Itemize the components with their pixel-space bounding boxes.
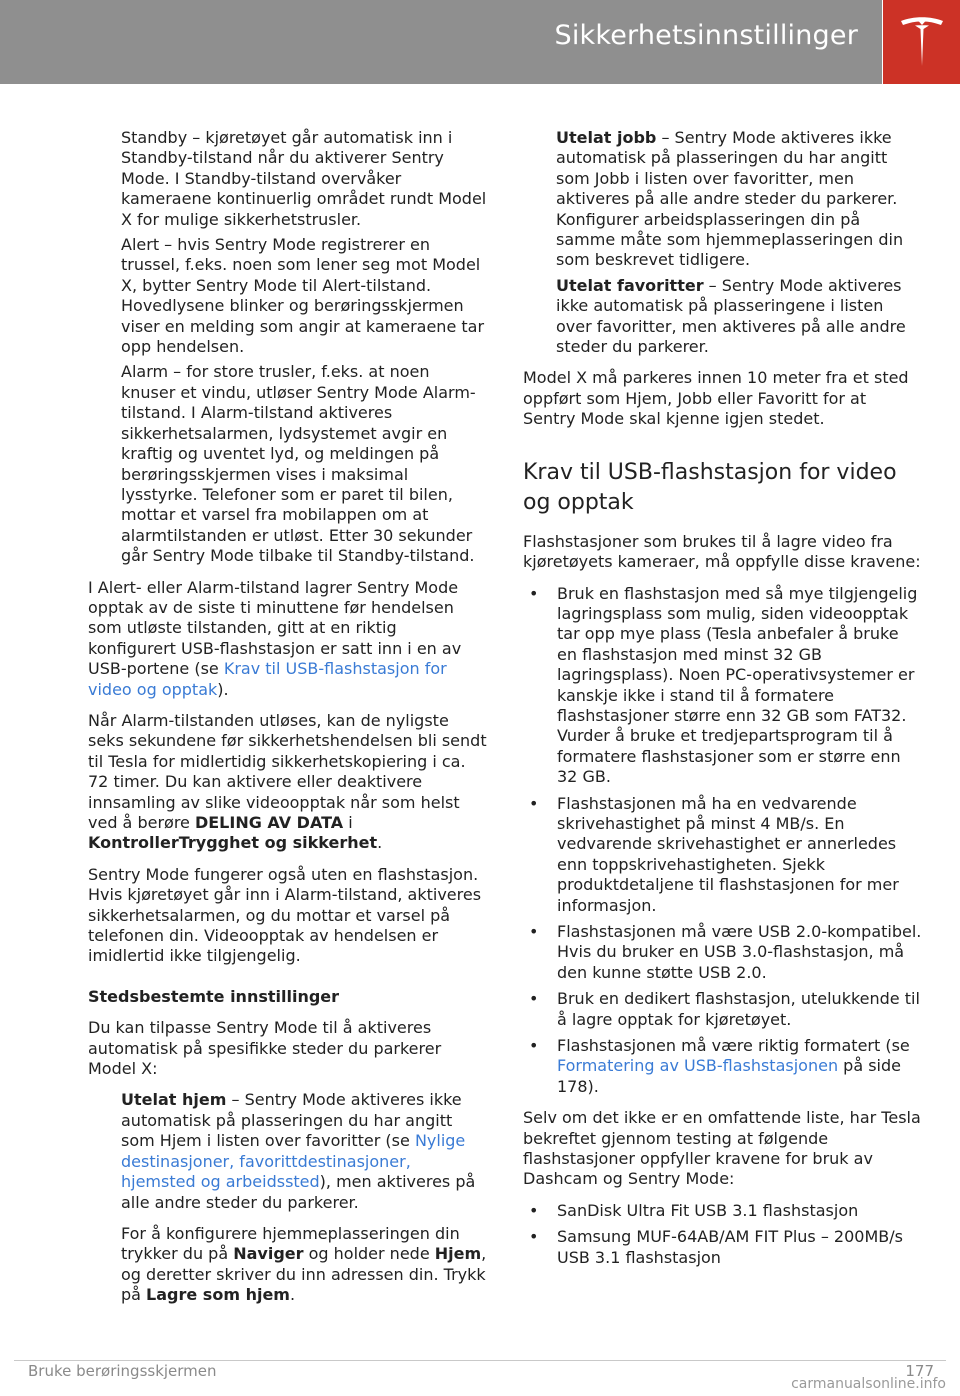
home-configuration: For å konfigurere hjemmeplasseringen din trykker du på Naviger og holder nede Hjem, og deretter skriver du inn adressen din. Trykk på Lagre som hjem. <box>121 1223 487 1305</box>
page-number: 177 <box>905 1362 934 1380</box>
option-exclude-home: Utelat hjem – Sentry Mode aktiveres ikke automatisk på plasseringen du har angitt som Hjem i listen over favoritter (se Nylige destinasjoner, favorittdestinasjoner, hjemsted og arbeidssted), men aktiveres på alle andre steder du parkerer. <box>121 1090 476 1212</box>
left-column <box>88 128 488 1311</box>
list-item: • Flashstasjonen må ha en vedvarende skrivehastighet på minst 4 MB/s. En vedvarende skrivehastighet er annerledes enn toppskrivehastigheten. Sjekk produktdetaljene til flashstasjonen for mer informasjon. <box>523 794 923 916</box>
paragraph-location: Du kan tilpasse Sentry Mode til å aktiveres automatisk på spesifikke steder du parkerer Model X: <box>88 1018 442 1079</box>
mode-alert: Alert – hvis Sentry Mode registrerer en trussel, f.eks. noen som lener seg mot Model X, bytter Sentry Mode til Alert-tilstand. Hovedlysene blinker og berøringsskjermen viser en melding som angir at kameraene tar opp hendelsen. <box>121 235 485 357</box>
tested-drives-list <box>523 1201 923 1268</box>
mode-alarm: Alarm – for store trusler, f.eks. at noen knuser et vindu, utløser Sentry Mode Alarm-tilstand. I Alarm-tilstand aktiveres sikkerhetsalarmen, lydsystemet avgir en kraftig og uventet lyd, og meldingen på berøringsskjermen vises i maksimal lysstyrke. Telefoner som er paret til bilen, mottar et varsel fra mobilappen om at alarmtilstanden er utløst. Etter 30 sekunder går Sentry Mode tilbake til Standby-tilstand. <box>121 362 476 566</box>
paragraph-backup: Når Alarm-tilstanden utløses, kan de nyligste seks sekundene før sikkerhetshendelsen bli sendt til Tesla for midlertidig sikkerhetskopiering i ca. 72 timer. Du kan aktivere eller deaktivere innsamling av slike videoopptak når som helst ved å berøre DELING AV DATA i KontrollerTrygghet og sikkerhet. <box>88 710 487 853</box>
footer-rule <box>14 1360 946 1361</box>
list-item: • Flashstasjonen må være USB 2.0-kompatibel. Hvis du bruker en USB 3.0-flashstasjon, må den kunne støtte USB 2.0. <box>523 922 923 983</box>
option-exclude-work: Utelat jobb – Sentry Mode aktiveres ikke automatisk på plasseringen du har angitt som Jobb i listen over favoritter, men aktiveres på alle andre steder du parkerer. Konfigurer arbeidsplasseringen din på samme måte som hjemmeplasseringen din som beskrevet tidligere. <box>556 128 904 270</box>
list-item: • Bruk en dedikert flashstasjon, utelukkende til å lagre opptak for kjøretøyet. <box>523 989 923 1030</box>
link-favorite-destinations[interactable]: Nylige destinasjoner, favorittdestinasjoner, hjemsted og arbeidssted <box>121 1131 466 1192</box>
section-heading-usb: Krav til USB-flashstasjon for video og opptak <box>523 459 897 515</box>
paragraph-tested-drives: Selv om det ikke er en omfattende liste, har Tesla bekreftet gjennom testing at følgende flashstasjoner oppfyller kravene for bruk av Dashcam og Sentry Mode: <box>523 1108 921 1189</box>
link-format-usb[interactable]: Formatering av USB-flashstasjonen <box>557 1056 839 1076</box>
right-column <box>523 128 923 1279</box>
footer-section-name: Bruke berøringsskjermen <box>28 1362 217 1380</box>
list-item: • Bruk en flashstasjon med så mye tilgjengelig lagringsplass som mulig, siden videoopptak tar opp mye plass (Tesla anbefaler å bruke en flashstasjon med minst 32 GB lagringsplass). Noen PC-operativsystemer er kanskje ikke i stand til å formatere flashstasjoner større enn 32 GB som FAT32. Vurder å bruke et tredjepartsprogram til å formatere flashstasjoner som er større enn 32 GB. <box>523 584 923 788</box>
list-item: • Flashstasjonen må være riktig formatert (se Formatering av USB-flashstasjonen på side 178). <box>523 1036 923 1097</box>
paragraph-distance: Model X må parkeres innen 10 meter fra et sted oppført som Hjem, Jobb eller Favoritt for at Sentry Mode skal kjenne igjen stedet. <box>523 368 909 429</box>
mode-standby: Standby – kjøretøyet går automatisk inn i Standby-tilstand når du aktiverer Sentry Mode. I Standby-tilstand overvåker kameraene kontinuerlig området rundt Model X for mulige sikkerhetstrusler. <box>121 128 487 229</box>
page-title: Sikkerhetsinnstillinger <box>554 20 858 51</box>
option-exclude-favorites: Utelat favoritter – Sentry Mode aktiveres ikke automatisk på plasseringene i listen over favoritter, men aktiveres på alle andre steder du parkerer. <box>556 275 906 357</box>
paragraph-recording: I Alert- eller Alarm-tilstand lagrer Sentry Mode opptak av de siste ti minuttene før hendelsen som utløste tilstanden, gitt at en riktig konfigurert USB-flashstasjon er satt inn i en av USB-portene (se Krav til USB-flashstasjon for video og opptak). <box>88 577 462 699</box>
paragraph-no-flashdrive: Sentry Mode fungerer også uten en flashstasjon. Hvis kjøretøyet går inn i Alarm-tilstand, aktiveres sikkerhetsalarmen, og du mottar et varsel på telefonen din. Videoopptak av hendelsen er imidlertid ikke tilgjengelig. <box>88 864 482 966</box>
list-item: • Samsung MUF-64AB/AM FIT Plus – 200MB/s USB 3.1 flashstasjon <box>523 1227 923 1268</box>
tesla-logo-icon <box>899 17 945 67</box>
watermark: carmanualsonline.info <box>791 1376 946 1392</box>
list-item: • SanDisk Ultra Fit USB 3.1 flashstasjon <box>523 1201 923 1221</box>
requirements-list <box>523 584 923 1098</box>
link-usb-requirements[interactable]: Krav til USB-flashstasjon for video og opptak <box>88 659 447 699</box>
paragraph-requirements: Flashstasjoner som brukes til å lagre video fra kjøretøyets kameraer, må oppfylle disse kravene: <box>523 531 921 572</box>
logo-box <box>883 0 960 84</box>
subheading-location-settings: Stedsbestemte innstillinger <box>88 986 340 1006</box>
